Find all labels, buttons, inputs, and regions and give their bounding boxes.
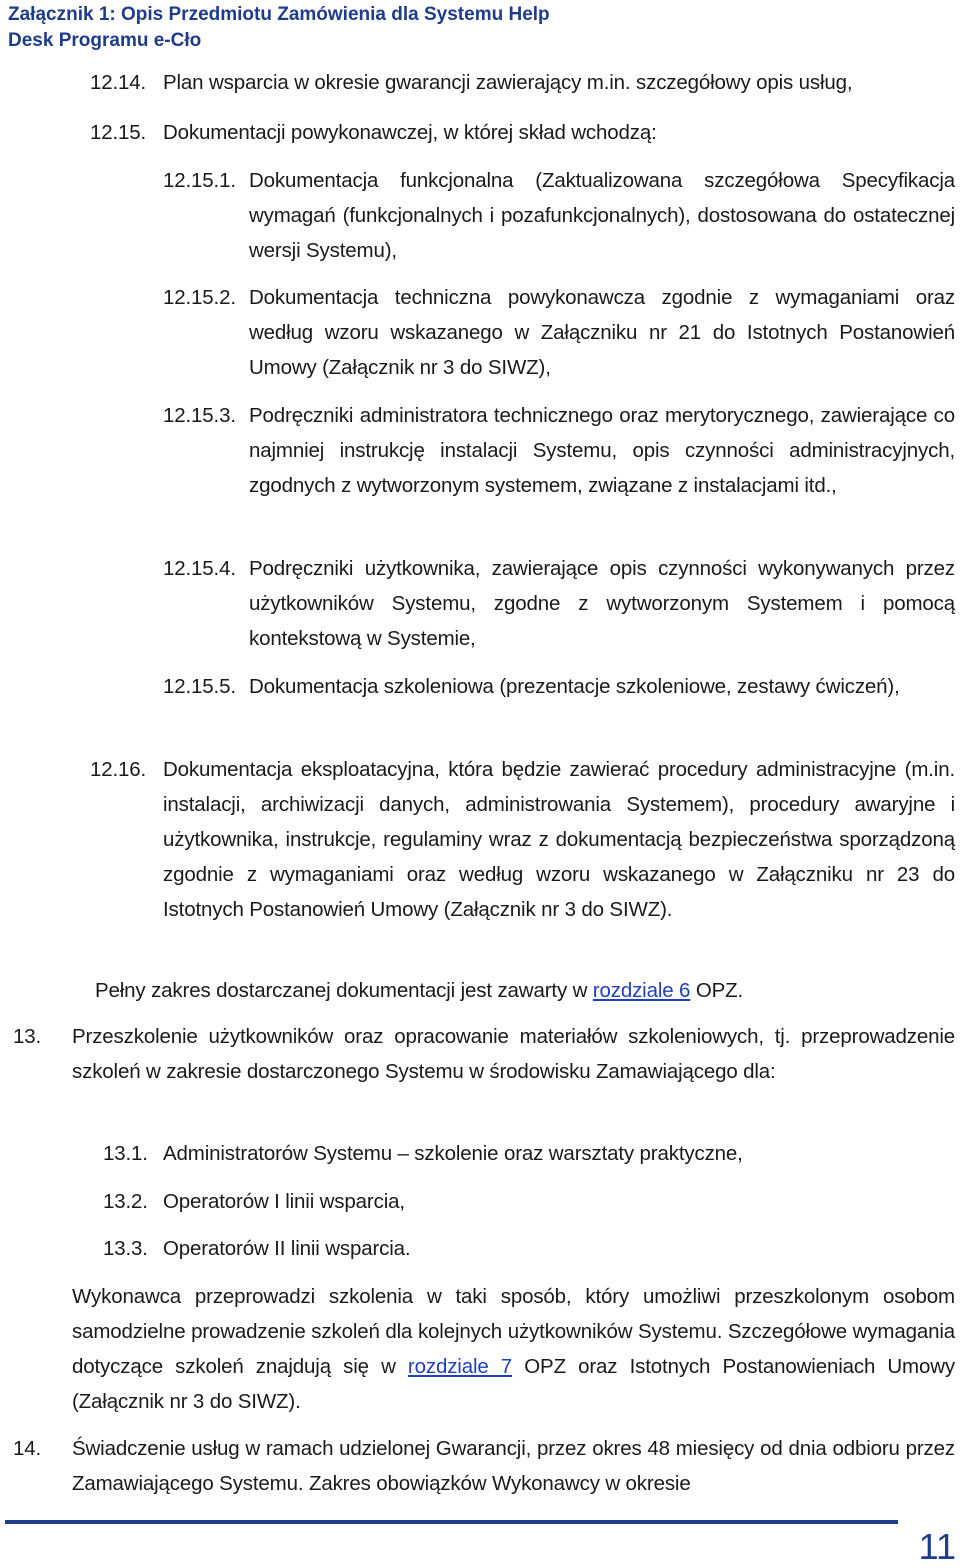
list-item-12-15-3 [163, 398, 955, 538]
item-text: Przeszkolenie użytkowników oraz opracowanie materiałów szkoleniowych, tj. przeprowadzenie szkoleń w zakresie dostarczonego Systemu w środowisku Zamawiającego dla: [72, 1025, 955, 1083]
item-number: 12.15.2. [163, 286, 236, 309]
item-text: Administratorów Systemu – szkolenie oraz warsztaty praktyczne, [163, 1142, 743, 1165]
document-header [8, 2, 948, 54]
list-item-14 [13, 1431, 955, 1501]
item-number: 12.15.4. [163, 557, 236, 580]
item-number: 12.15. [90, 121, 147, 144]
item-number: 12.16. [90, 758, 147, 781]
list-item-12-14 [90, 65, 948, 100]
header-title-line-2: Desk Programu e-Cło [8, 30, 202, 51]
list-item-13-1 [103, 1136, 955, 1171]
item-text: Dokumentacja szkoleniowa (prezentacje szkoleniowe, zestawy ćwiczeń), [249, 675, 900, 698]
note-documentation-scope [95, 973, 955, 1008]
item-number: 13.1. [103, 1142, 148, 1165]
item-text: Podręczniki użytkownika, zawierające opis czynności wykonywanych przez użytkowników Systemu, zgodne z wytworzonym Systemem i pomocą kontekstową w Systemie, [249, 557, 955, 650]
item-text: Dokumentacja funkcjonalna (Zaktualizowana szczegółowa Specyfikacja wymagań (funkcjonalnych i pozafunkcjonalnych), dostosowana do ostatecznej wersji Systemu), [249, 169, 955, 262]
item-text: Operatorów I linii wsparcia, [163, 1190, 405, 1213]
item-number: 12.15.1. [163, 169, 236, 192]
header-title-line-1: Załącznik 1: Opis Przedmiotu Zamówienia dla Systemu Help [8, 4, 550, 25]
link-rozdzial-6[interactable]: rozdziale 6 [592, 979, 691, 1002]
note-text-after: OPZ. [690, 979, 744, 1002]
page-number: 11 [918, 1526, 956, 1567]
paragraph-text-before: Wykonawca przeprowadzi szkolenia w taki sposób, który umożliwi przeszkolonym osobom samodzielne prowadzenie szkoleń dla kolejnych użytkowników Systemu. Szczegółowe wymagania dotyczące szkoleń znajdują się w [72, 1285, 955, 1378]
note-text-before: Pełny zakres dostarczanej dokumentacji jest zawarty w [95, 979, 593, 1002]
list-item-12-15-4 [163, 551, 955, 656]
item-text: Dokumentacja eksploatacyjna, która będzie zawierać procedury administracyjne (m.in. instalacji, archiwizacji danych, administrowania Systemem), procedury awaryjne i użytkownika, instrukcje, regulaminy wraz z dokumentacją bezpieczeństwa sporządzoną zgodnie z wymaganiami oraz według wzoru wskazanego w Załączniku nr 23 do Istotnych Postanowień Umowy (Załącznik nr 3 do SIWZ). [163, 758, 955, 921]
item-number: 13. [13, 1025, 42, 1048]
footer-divider [5, 1520, 898, 1524]
list-item-13 [13, 1019, 955, 1124]
list-item-12-15-1 [163, 163, 955, 268]
item-number: 12.15.3. [163, 404, 236, 427]
item-text: Operatorów II linii wsparcia. [163, 1237, 411, 1260]
item-number: 12.14. [90, 71, 147, 94]
list-item-13-3 [103, 1231, 955, 1266]
list-item-12-15 [90, 115, 948, 150]
paragraph-training-requirements [72, 1279, 955, 1419]
link-rozdzial-7[interactable]: rozdziale 7 [407, 1355, 513, 1378]
item-number: 14. [13, 1437, 42, 1460]
item-text: Podręczniki administratora technicznego oraz merytorycznego, zawierające co najmniej instrukcję instalacji Systemu, opis czynności administracyjnych, zgodnych z wytworzonym systemem, związane z instalacjami itd., [249, 404, 955, 497]
item-text: Świadczenie usług w ramach udzielonej Gwarancji, przez okres 48 miesięcy od dnia odbioru przez Zamawiającego Systemu. Zakres obowiązków Wykonawcy w okresie [72, 1437, 955, 1495]
list-item-12-16 [90, 752, 955, 962]
list-item-13-2 [103, 1184, 955, 1219]
paragraph-text-after: OPZ oraz Istotnych Postanowieniach Umowy (Załącznik nr 3 do SIWZ). [72, 1355, 955, 1413]
list-item-12-15-5 [163, 669, 955, 739]
item-number: 13.2. [103, 1190, 148, 1213]
list-item-12-15-2 [163, 280, 955, 385]
item-number: 12.15.5. [163, 675, 236, 698]
item-text: Plan wsparcia w okresie gwarancji zawierający m.in. szczegółowy opis usług, [163, 71, 853, 94]
item-text: Dokumentacja techniczna powykonawcza zgodnie z wymaganiami oraz według wzoru wskazanego w Załączniku nr 21 do Istotnych Postanowień Umowy (Załącznik nr 3 do SIWZ), [249, 286, 955, 379]
item-number: 13.3. [103, 1237, 148, 1260]
item-text: Dokumentacji powykonawczej, w której skład wchodzą: [163, 121, 657, 144]
